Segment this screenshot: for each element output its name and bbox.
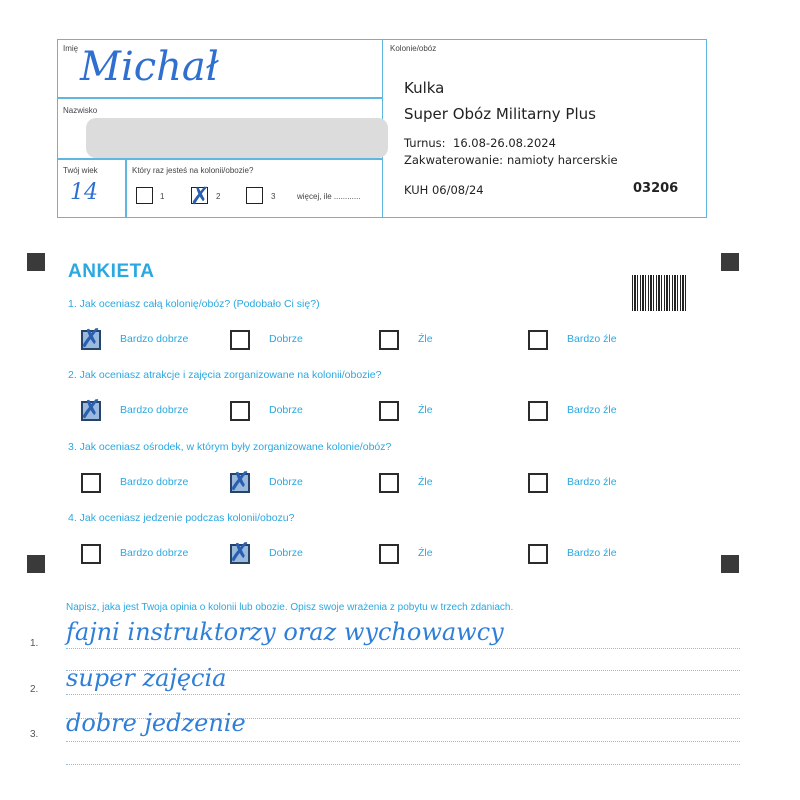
answer-option-label: Bardzo dobrze (120, 404, 189, 416)
camp-code: KUH 06/08/24 (404, 183, 484, 197)
answer-option-label: Bardzo dobrze (120, 547, 189, 559)
answer-option-label: Źle (418, 404, 433, 416)
divider (57, 97, 383, 99)
line-number: 1. (30, 638, 39, 649)
age-value[interactable]: 14 (70, 180, 98, 205)
dotted-line (66, 694, 740, 695)
registration-marker (27, 555, 45, 573)
first-name-value[interactable]: Michał (80, 44, 219, 90)
dotted-line (66, 648, 740, 649)
opinion-prompt: Napisz, jaka jest Twoja opinia o kolonii lub obozie. Opisz swoje wrażenia z pobytu w trzech zdaniach. (66, 602, 514, 613)
answer-option-label: Dobrze (269, 547, 303, 559)
accommodation-value: namioty harcerskie (507, 153, 618, 167)
times-option-label: 1 (160, 192, 165, 201)
answer-checkbox[interactable] (81, 473, 101, 493)
times-option-label: 3 (271, 192, 276, 201)
x-mark-icon: ✗ (229, 467, 251, 497)
answer-option-label: Dobrze (269, 476, 303, 488)
survey-title: ANKIETA (68, 261, 155, 282)
dotted-line (66, 741, 740, 742)
answer-checkbox[interactable] (230, 401, 250, 421)
answer-option-label: Bardzo źle (567, 547, 617, 559)
divider (125, 158, 127, 218)
x-mark-icon: ✗ (190, 182, 211, 210)
times-option-label: więcej, ile ............ (297, 192, 361, 201)
answer-checkbox[interactable] (230, 330, 250, 350)
divider (57, 158, 383, 160)
x-mark-icon: ✗ (80, 395, 102, 425)
opinion-answer[interactable]: super zajęcia (66, 664, 227, 692)
answer-option-label: Dobrze (269, 404, 303, 416)
line-number: 3. (30, 729, 39, 740)
answer-option-label: Bardzo dobrze (120, 333, 189, 345)
answer-checkbox[interactable] (528, 544, 548, 564)
camp-label: Kolonie/obóz (390, 44, 437, 53)
form-number: 03206 (633, 181, 679, 196)
question-text: 3. Jak oceniasz ośrodek, w którym były zorganizowane kolonie/obóz? (68, 441, 392, 453)
age-label: Twój wiek (63, 166, 98, 175)
accommodation-label: Zakwaterowanie: (404, 153, 504, 167)
answer-option-label: Źle (418, 476, 433, 488)
dotted-line (66, 764, 740, 765)
answer-checkbox[interactable] (379, 473, 399, 493)
answer-checkbox[interactable] (528, 330, 548, 350)
opinion-answer[interactable]: dobre jedzenie (66, 709, 246, 737)
answer-option-label: Źle (418, 333, 433, 345)
registration-marker (721, 253, 739, 271)
x-mark-icon: ✗ (80, 324, 102, 354)
turnus-value: 16.08-26.08.2024 (453, 136, 556, 150)
opinion-answer[interactable]: fajni instruktorzy oraz wychowawcy (66, 618, 504, 646)
surname-redacted (86, 118, 388, 158)
answer-option-label: Dobrze (269, 333, 303, 345)
answer-option-label: Źle (418, 547, 433, 559)
first-name-label: Imię (63, 44, 79, 53)
times-option-label: 2 (216, 192, 221, 201)
registration-marker (27, 253, 45, 271)
times-option-1-checkbox[interactable] (136, 187, 153, 204)
line-number: 2. (30, 684, 39, 695)
answer-checkbox[interactable] (379, 330, 399, 350)
times-label: Który raz jesteś na kolonii/obozie? (132, 166, 254, 175)
camp-program: Super Obóz Militarny Plus (404, 105, 596, 123)
answer-checkbox[interactable] (379, 401, 399, 421)
turnus-label: Turnus: (404, 136, 446, 150)
x-mark-icon: ✗ (229, 538, 251, 568)
question-text: 1. Jak oceniasz całą kolonię/obóz? (Podobało Ci się?) (68, 298, 320, 310)
answer-option-label: Bardzo źle (567, 476, 617, 488)
camp-name: Kulka (404, 79, 445, 97)
answer-option-label: Bardzo źle (567, 333, 617, 345)
question-text: 4. Jak oceniasz jedzenie podczas kolonii/obozu? (68, 512, 295, 524)
question-text: 2. Jak oceniasz atrakcje i zajęcia zorganizowane na kolonii/obozie? (68, 369, 382, 381)
answer-checkbox[interactable] (379, 544, 399, 564)
surname-label: Nazwisko (63, 106, 98, 115)
barcode (632, 275, 688, 311)
answer-checkbox[interactable] (528, 473, 548, 493)
registration-marker (721, 555, 739, 573)
answer-option-label: Bardzo źle (567, 404, 617, 416)
answer-checkbox[interactable] (81, 544, 101, 564)
answer-checkbox[interactable] (528, 401, 548, 421)
times-option-3-checkbox[interactable] (246, 187, 263, 204)
answer-option-label: Bardzo dobrze (120, 476, 189, 488)
